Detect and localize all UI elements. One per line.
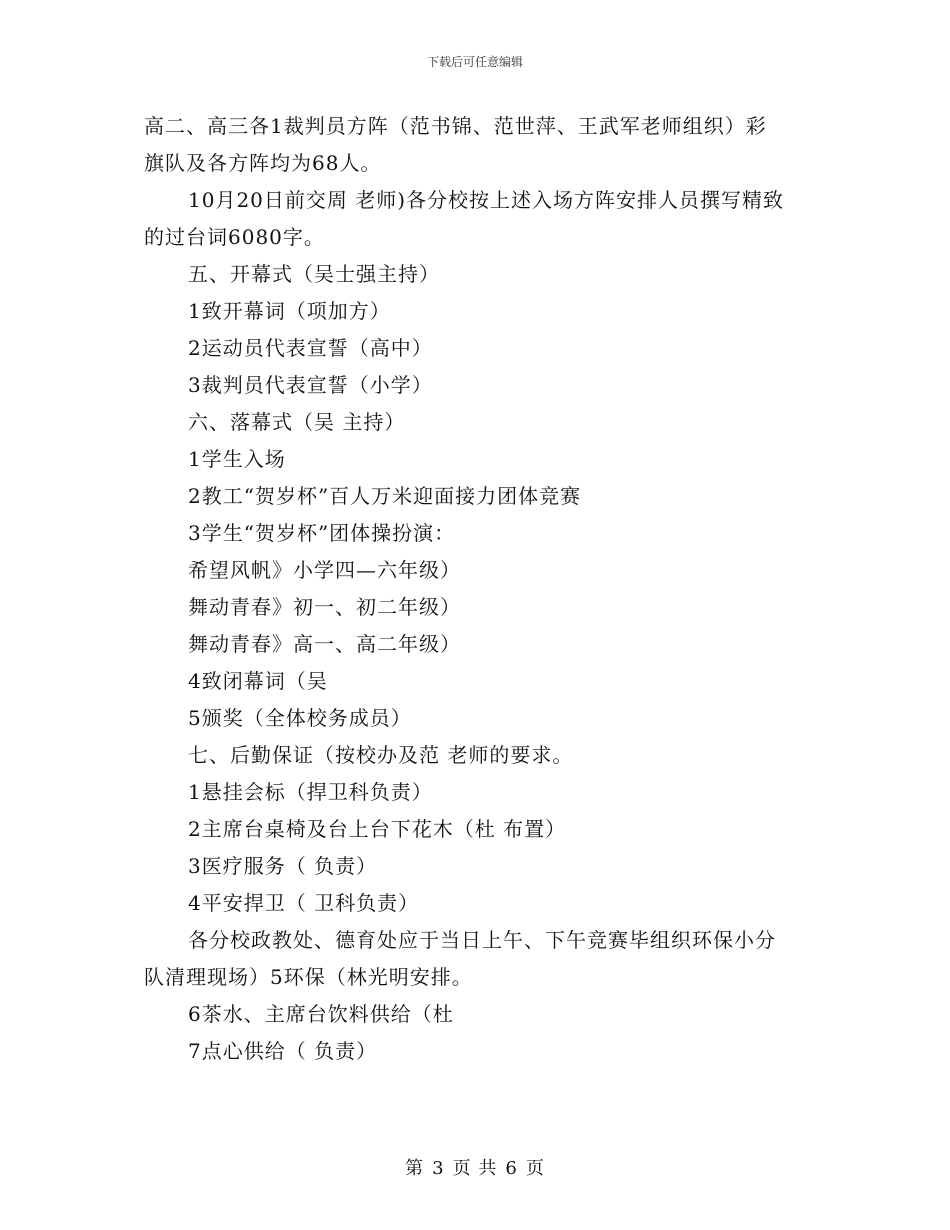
list-item: 1悬挂会标（捍卫科负责） xyxy=(188,780,433,804)
list-item: 2教工“贺岁杯”百人万米迎面接力团体竞赛 xyxy=(188,484,582,508)
page-footer xyxy=(0,1154,950,1180)
list-item: 4平安捍卫（ 卫科负责） xyxy=(188,891,420,915)
list-item: 4致闭幕词（吴 xyxy=(188,669,328,693)
list-item: 3医疗服务（ 负责） xyxy=(188,854,378,878)
text-line: 旗队及各方阵均为68人。 xyxy=(144,151,382,175)
section-heading: 五、开幕式（吴士强主持） xyxy=(188,262,440,286)
list-item: 5颁奖（全体校务成员） xyxy=(188,706,412,730)
list-item: 1学生入场 xyxy=(188,447,286,471)
current-page-number: 3 xyxy=(432,1158,445,1179)
footer-prefix: 第 xyxy=(405,1158,425,1179)
list-item: 2主席台桌椅及台上台下花木（杜 布置） xyxy=(188,817,567,841)
text-line: 高二、高三各1裁判员方阵（范书锦、范世萍、王武军老师组织）彩 xyxy=(144,114,767,138)
text-line: 队清理现场）5环保（林光明安排。 xyxy=(144,965,473,989)
page-header: 下载后可任意编辑 xyxy=(426,55,523,69)
section-heading: 六、落幕式（吴 主持） xyxy=(188,410,406,434)
footer-middle: 页 共 xyxy=(452,1158,498,1179)
text-line: 的过台词6080字。 xyxy=(144,225,325,249)
document-body xyxy=(144,108,814,1070)
list-item: 7点心供给（ 负责） xyxy=(188,1039,378,1063)
list-item: 6茶水、主席台饮料供给（杜 xyxy=(188,1002,454,1026)
footer-suffix: 页 xyxy=(525,1158,545,1179)
list-item: 1致开幕词（项加方） xyxy=(188,299,391,323)
list-item: 2运动员代表宣誓（高中） xyxy=(188,336,433,360)
total-pages-number: 6 xyxy=(505,1158,518,1179)
section-heading: 七、后勤保证（按校办及范 老师的要求。 xyxy=(188,743,574,767)
list-item: 3学生“贺岁杯”团体操扮演： xyxy=(188,521,456,545)
text-line: 10月20日前交周 老师)各分校按上述入场方阵安排人员撰写精致 xyxy=(188,188,785,212)
text-line: 各分校政教处、德育处应于当日上午、下午竞赛毕组织环保小分 xyxy=(188,928,776,952)
list-item: 3裁判员代表宣誓（小学） xyxy=(188,373,433,397)
list-item: 希望风帆》小学四—六年级） xyxy=(188,558,461,582)
list-item: 舞动青春》初一、初二年级） xyxy=(188,595,461,619)
list-item: 舞动青春》高一、高二年级） xyxy=(188,632,461,656)
